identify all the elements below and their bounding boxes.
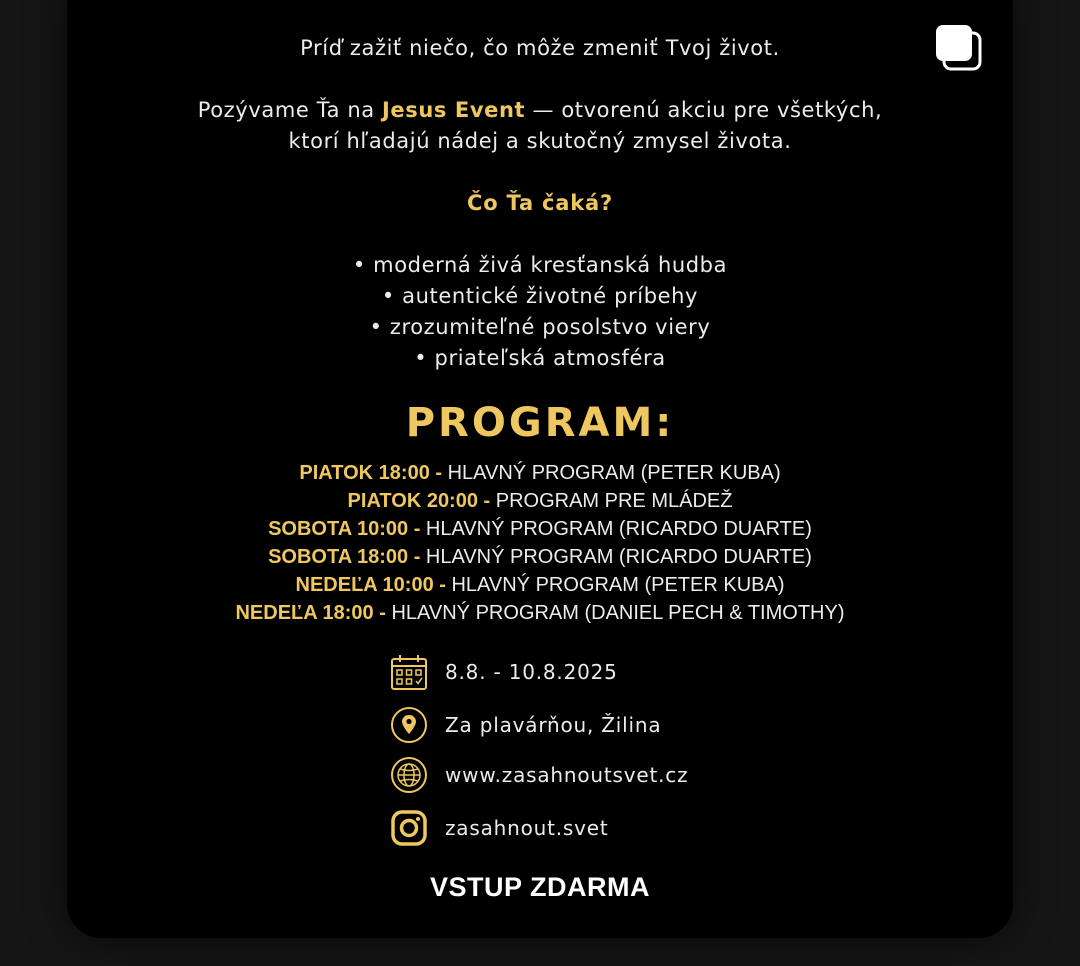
info-date: [390, 653, 618, 691]
program-title: PROGRAM:: [405, 400, 675, 446]
intro-text: — otvorenú akciu pre všetkých,: [525, 98, 883, 122]
program-time: SOBOTA 18:00 -: [268, 546, 421, 568]
program-desc: HLAVNÝ PROGRAM (DANIEL PECH & TIMOTHY): [385, 602, 845, 624]
program-row: [0, 574, 1080, 597]
program-desc: HLAVNÝ PROGRAM (RICARDO DUARTE): [420, 518, 812, 540]
globe-icon: [390, 756, 428, 794]
program-desc: HLAVNÝ PROGRAM (RICARDO DUARTE): [420, 546, 812, 568]
instagram-handle[interactable]: zasahnout.svet: [445, 816, 609, 840]
info-location: [390, 706, 661, 744]
intro-line-2: [0, 98, 1080, 122]
event-date: 8.8. - 10.8.2025: [445, 660, 618, 684]
program-row: [0, 602, 1080, 625]
intro-line-3: ktorí hľadajú nádej a skutočný zmysel života.: [288, 129, 792, 153]
program-time: NEDEĽA 18:00 -: [235, 602, 386, 624]
free-entry-label: VSTUP ZDARMA: [429, 872, 650, 902]
program-desc: HLAVNÝ PROGRAM (PETER KUBA): [442, 462, 781, 484]
program-time: SOBOTA 10:00 -: [268, 518, 421, 540]
program-row: [0, 518, 1080, 541]
bullet-item: • autentické životné príbehy: [381, 284, 699, 308]
program-row: [0, 546, 1080, 569]
info-instagram: [390, 809, 609, 847]
website-link[interactable]: www.zasahnoutsvet.cz: [445, 763, 689, 787]
program-time: PIATOK 18:00 -: [299, 462, 443, 484]
intro-text: Pozývame Ťa na: [197, 98, 383, 122]
intro-line-1: Príď zažiť niečo, čo môže zmeniť Tvoj život.: [300, 36, 780, 60]
instagram-icon: [390, 809, 428, 847]
program-row: [0, 462, 1080, 485]
location-pin-icon: [390, 706, 428, 744]
program-desc: PROGRAM PRE MLÁDEŽ: [490, 490, 733, 512]
program-row: [0, 490, 1080, 513]
program-desc: HLAVNÝ PROGRAM (PETER KUBA): [445, 574, 785, 596]
bullet-item: • priateľská atmosféra: [414, 346, 666, 370]
section-heading: Čo Ťa čaká?: [467, 191, 613, 215]
bullet-item: • zrozumiteľné posolstvo viery: [369, 315, 711, 339]
event-location: Za plavárňou, Žilina: [445, 713, 662, 737]
event-name: Jesus Event: [382, 98, 526, 122]
program-time: NEDEĽA 10:00 -: [295, 574, 446, 596]
info-website: [390, 756, 688, 794]
program-time: PIATOK 20:00 -: [347, 490, 491, 512]
calendar-icon: [390, 653, 428, 691]
bullet-item: • moderná živá kresťanská hudba: [352, 253, 728, 277]
